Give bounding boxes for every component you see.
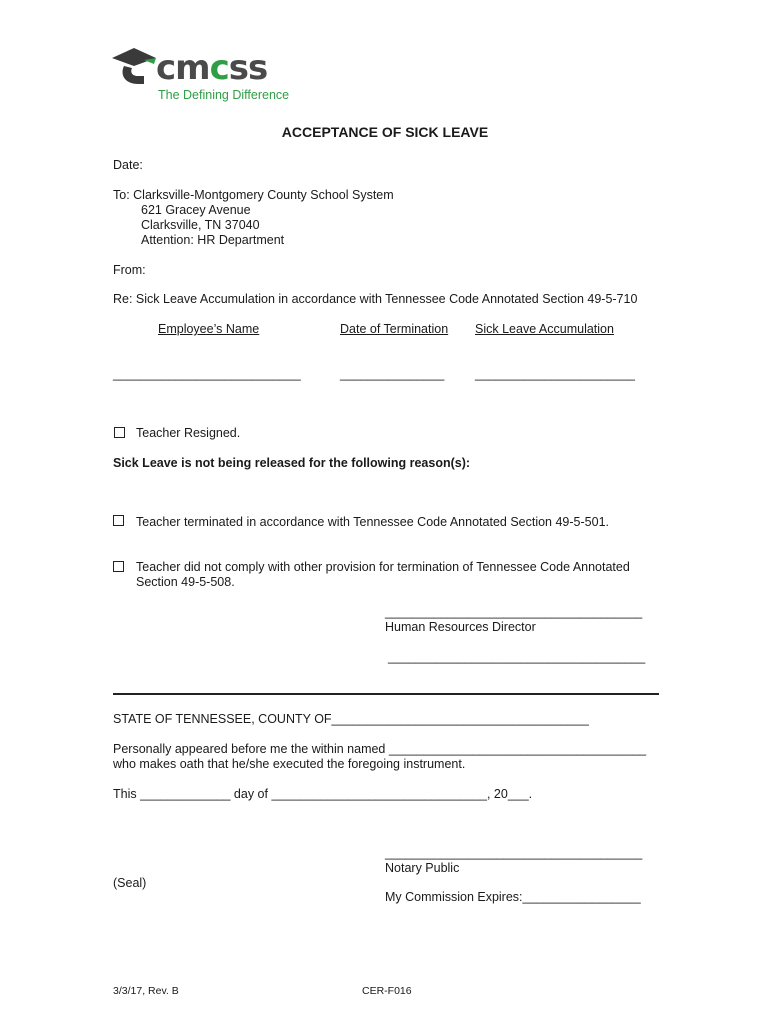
not-released-heading: Sick Leave is not being released for the following reason(s): — [113, 456, 471, 470]
teacher-not-comply-label-1: Teacher did not comply with other provision for termination of Tennessee Code Annotated — [136, 560, 630, 574]
appeared-line-2: who makes oath that he/she executed the foregoing instrument. — [113, 757, 466, 771]
notary-public-label: Notary Public — [385, 861, 460, 875]
page-title: ACCEPTANCE OF SICK LEAVE — [281, 124, 489, 140]
this-day-line[interactable]: This _____________ day of _______________________________, 20___. — [113, 787, 533, 801]
footer-revision: 3/3/17, Rev. B — [113, 985, 179, 997]
footer-form-code: CER-F016 — [362, 985, 412, 997]
teacher-terminated-label: Teacher terminated in accordance with Tennessee Code Annotated Section 49-5-501. — [136, 515, 609, 529]
column-sick-leave-accumulation: Sick Leave Accumulation — [475, 322, 614, 336]
re-line: Re: Sick Leave Accumulation in accordance with Tennessee Code Annotated Section 49-5-710 — [113, 292, 638, 306]
column-employee-name: Employee’s Name — [158, 322, 260, 336]
section-divider — [113, 693, 659, 695]
logo-tagline: The Defining Difference — [158, 88, 290, 102]
teacher-terminated-checkbox[interactable] — [113, 515, 124, 526]
column-date-of-termination: Date of Termination — [340, 322, 449, 336]
termination-date-blank[interactable]: _______________ — [340, 367, 445, 381]
teacher-not-comply-label-2: Section 49-5-508. — [136, 575, 235, 589]
employee-name-blank[interactable]: ___________________________ — [113, 367, 301, 381]
seal-label: (Seal) — [113, 876, 147, 890]
to-line-1: To: Clarksville-Montgomery County School System — [113, 188, 394, 202]
logo-wordmark: cmcss — [156, 48, 268, 88]
teacher-resigned-label: Teacher Resigned. — [136, 426, 241, 440]
to-line-4: Attention: HR Department — [141, 233, 285, 247]
commission-expires-line[interactable]: My Commission Expires:_________________ — [385, 890, 641, 904]
notary-signature-line[interactable]: _____________________________________ — [385, 846, 643, 860]
hr-signature-line-2[interactable]: _____________________________________ — [388, 650, 646, 664]
teacher-not-comply-checkbox[interactable] — [113, 561, 124, 572]
hr-signature-line[interactable]: _____________________________________ — [385, 605, 643, 619]
hr-director-label: Human Resources Director — [385, 620, 536, 634]
from-label: From: — [113, 263, 146, 277]
accumulation-blank[interactable]: _______________________ — [475, 367, 635, 381]
to-line-3: Clarksville, TN 37040 — [141, 218, 260, 232]
teacher-resigned-checkbox[interactable] — [114, 427, 125, 438]
date-label: Date: — [113, 158, 143, 172]
state-county-line[interactable]: STATE OF TENNESSEE, COUNTY OF_____________________________________ — [113, 712, 589, 726]
to-line-2: 621 Gracey Avenue — [141, 203, 251, 217]
cmcss-logo — [110, 44, 300, 108]
appeared-line-1[interactable]: Personally appeared before me the within named _____________________________________ — [113, 742, 647, 756]
